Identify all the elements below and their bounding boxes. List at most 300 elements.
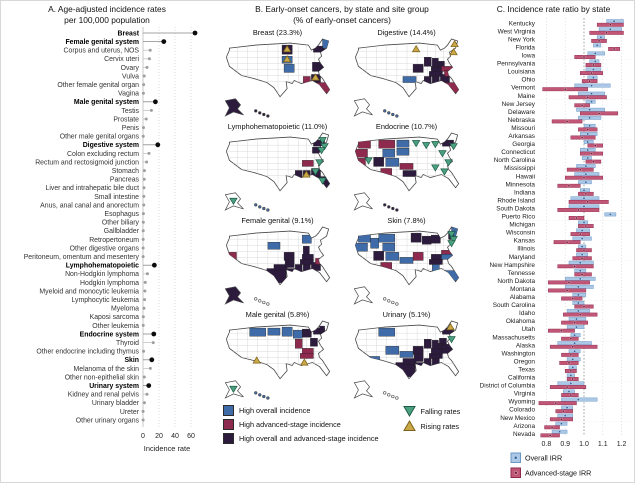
alaska-shape — [354, 99, 372, 116]
state-patch — [413, 64, 423, 72]
site-label: Corpus and uterus, NOS — [63, 47, 139, 55]
overall-irr-dot — [581, 237, 583, 239]
advanced-irr-dot — [583, 55, 585, 57]
advanced-irr-dot — [587, 128, 589, 130]
state-patch — [411, 233, 421, 242]
state-label: Pennsylvania — [496, 60, 535, 68]
site-dot — [149, 357, 154, 362]
state-patch — [295, 339, 302, 348]
state-label: New York — [508, 35, 535, 43]
site-label: Cervix uteri — [104, 56, 139, 64]
state-label: Kentucky — [508, 19, 535, 27]
legend-swatch-dot — [514, 471, 517, 474]
state-patch — [429, 259, 442, 264]
hawaii-island — [395, 209, 398, 212]
state-patch — [382, 243, 394, 251]
falling-rate-triangle — [449, 144, 456, 150]
overall-irr-dot — [583, 221, 585, 223]
overall-irr-dot — [588, 116, 590, 118]
hawaii-island — [262, 207, 265, 210]
us-map — [217, 132, 339, 213]
panel-b-title-line1: B. Early-onset cancers, by state and site group — [255, 4, 429, 14]
site-dot — [142, 315, 145, 318]
state-label: North Dakota — [497, 277, 535, 285]
state-patch — [402, 170, 415, 176]
state-patch — [293, 330, 302, 338]
overall-irr-dot — [566, 406, 568, 408]
overall-irr-dot — [560, 422, 562, 424]
hawaii-island — [254, 110, 257, 113]
alaska-shape — [225, 287, 243, 304]
state-patch — [302, 235, 311, 243]
advanced-irr-dot — [575, 216, 577, 218]
overall-irr-dot — [570, 374, 572, 376]
state-patch — [380, 168, 391, 178]
site-label: Female genital system — [65, 39, 139, 46]
site-dot — [143, 290, 146, 293]
site-label: Thyroid — [116, 340, 139, 347]
state-patch — [432, 76, 439, 85]
state-patch — [424, 76, 431, 85]
overall-irr-dot — [590, 92, 592, 94]
site-dot — [142, 126, 145, 129]
overall-irr-dot — [564, 414, 566, 416]
site-label: Male genital system — [73, 99, 139, 107]
state-patch — [287, 269, 296, 277]
state-patch — [441, 348, 453, 353]
site-dot — [144, 281, 147, 284]
state-label: District of Columbia — [479, 382, 535, 390]
state-patch — [322, 39, 329, 48]
advanced-irr-dot — [581, 257, 583, 259]
state-label: Virginia — [513, 390, 535, 398]
overall-irr-dot — [600, 36, 602, 38]
site-dot — [143, 401, 146, 404]
map-cell — [346, 122, 468, 213]
state-patch — [249, 328, 265, 336]
state-patch — [414, 354, 423, 361]
state-label: Nevada — [512, 430, 535, 438]
x-tick-label: 0.8 — [541, 440, 552, 448]
site-label: Vulva — [122, 73, 139, 81]
panel-b-title-line2: (% of early-onset cancers) — [293, 14, 391, 25]
legend-item — [223, 433, 379, 444]
overall-irr-dot — [590, 100, 592, 102]
overall-irr-dot — [577, 301, 579, 303]
map-cell — [217, 28, 339, 119]
state-patch — [444, 83, 458, 93]
site-dot — [145, 161, 148, 164]
site-label: Lymphohematopoietic — [65, 262, 139, 270]
advanced-irr-dot — [613, 47, 615, 49]
state-patch — [399, 257, 412, 263]
state-patch — [355, 243, 367, 251]
state-patch — [302, 329, 311, 337]
site-label: Small intestine — [94, 193, 139, 201]
state-patch — [355, 149, 367, 157]
map-title: Lymphohematopoietic (11.0%) — [227, 122, 328, 131]
state-patch — [303, 76, 310, 85]
advanced-irr-dot — [579, 313, 581, 315]
advanced-irr-dot — [585, 192, 587, 194]
state-patch — [378, 140, 394, 148]
advanced-irr-dot — [570, 337, 572, 339]
hawaii-island — [262, 395, 265, 398]
site-dot — [142, 255, 145, 258]
hawaii-island — [266, 209, 269, 212]
state-patch — [396, 148, 408, 155]
legend-item — [223, 405, 379, 416]
site-label: Non-Hodgkin lymphoma — [65, 271, 139, 279]
state-patch — [382, 149, 394, 157]
legend-item — [403, 405, 461, 417]
site-label: Stomach — [111, 168, 139, 175]
advanced-irr-dot — [560, 418, 562, 420]
x-tick-label: 1.0 — [579, 440, 589, 448]
state-label: Iowa — [521, 52, 535, 59]
hawaii-island — [266, 115, 269, 118]
state-patch — [424, 339, 431, 348]
site-dot — [142, 186, 145, 189]
state-patch — [373, 251, 383, 260]
site-label: Kaposi sarcoma — [89, 314, 139, 322]
site-label: Other digestive organs — [69, 245, 139, 253]
panel-a-title — [1, 4, 213, 25]
site-label: Other non-epithelial skin — [64, 374, 139, 382]
state-label: Oregon — [513, 357, 535, 365]
overall-irr-dot — [609, 213, 611, 215]
overall-irr-dot — [568, 390, 570, 392]
site-label: Other female genital organ — [57, 82, 139, 89]
advanced-irr-bar — [539, 401, 577, 404]
site-dot — [142, 410, 145, 413]
panel-a-title-line2: per 100,000 population — [64, 14, 150, 25]
state-label: Idaho — [519, 309, 535, 317]
advanced-irr-dot — [581, 104, 583, 106]
advanced-irr-dot — [551, 426, 553, 428]
advanced-irr-dot — [562, 410, 564, 412]
map-cell — [346, 28, 468, 119]
state-patch — [380, 262, 391, 272]
overall-irr-dot — [573, 342, 575, 344]
overall-irr-dot — [577, 309, 579, 311]
map-cell — [217, 216, 339, 307]
site-label: Gallbladder — [103, 228, 139, 236]
panel-c-irr — [471, 1, 635, 482]
legend-label: High overall and advanced-stage incidence — [239, 434, 379, 443]
hawaii-island — [387, 300, 390, 303]
map-cell — [346, 216, 468, 307]
advanced-irr-dot — [560, 329, 562, 331]
hawaii-island — [395, 397, 398, 400]
us-map — [346, 226, 468, 307]
state-label: Arizona — [513, 422, 535, 430]
site-label: Ovary — [120, 64, 139, 72]
state-label: Florida — [515, 43, 535, 51]
legend-item — [403, 420, 461, 432]
state-label: Mississippi — [504, 164, 535, 172]
hawaii-island — [391, 207, 394, 210]
state-label: Nebraska — [507, 116, 535, 124]
state-patch — [416, 363, 425, 371]
overall-irr-dot — [579, 277, 581, 279]
hawaii-island — [391, 301, 394, 304]
state-patch — [303, 246, 309, 254]
site-label: Pancreas — [109, 176, 139, 184]
state-patch — [378, 328, 394, 336]
site-label: Vagina — [118, 90, 139, 98]
blue-swatch-icon — [223, 405, 234, 416]
state-label: North Carolina — [493, 156, 535, 164]
site-label: Rectum and rectosigmoid junction — [35, 159, 139, 167]
site-dot — [155, 142, 160, 147]
hawaii-island — [395, 115, 398, 118]
site-dot — [149, 367, 152, 370]
site-dot — [142, 350, 145, 353]
overall-irr-dot — [583, 197, 585, 199]
advanced-irr-dot — [573, 265, 575, 267]
overall-irr-dot — [570, 382, 572, 384]
overall-irr-dot — [577, 398, 579, 400]
state-patch — [399, 351, 412, 357]
state-label: Puerto Rico — [501, 213, 535, 220]
state-label: Michigan — [509, 221, 535, 229]
state-patch — [370, 238, 378, 248]
legend-label: High overall incidence — [239, 406, 311, 415]
state-patch — [385, 346, 398, 354]
site-label: Peritoneum, omentum and mesentery — [23, 254, 139, 261]
hawaii-island — [387, 206, 390, 209]
site-dot — [149, 49, 152, 52]
incidence-dot-plot — [1, 25, 213, 457]
hawaii-island — [258, 394, 261, 397]
site-label: Prostate — [113, 116, 139, 124]
site-label: Myeloma — [111, 305, 139, 313]
overall-irr-dot — [581, 229, 583, 231]
state-label: Oklahoma — [505, 317, 535, 325]
state-patch — [295, 170, 302, 179]
maps-grid — [213, 28, 471, 401]
state-label: Rhode Island — [497, 196, 535, 204]
hawaii-island — [258, 206, 261, 209]
overall-irr-dot — [585, 181, 587, 183]
state-label: Missouri — [511, 124, 535, 132]
site-label: Retropertoneum — [89, 236, 139, 244]
x-axis-label: Incidence rate — [143, 444, 191, 453]
advanced-irr-dot — [568, 361, 570, 363]
overall-irr-dot — [613, 20, 615, 22]
map-title: Digestive (14.4%) — [377, 28, 436, 37]
hawaii-island — [391, 395, 394, 398]
site-dot — [142, 212, 145, 215]
overall-irr-dot — [587, 132, 589, 134]
state-patch — [285, 260, 294, 267]
state-patch — [432, 58, 438, 66]
advanced-irr-dot — [609, 23, 611, 25]
us-map — [346, 132, 468, 213]
overall-irr-dot — [596, 44, 598, 46]
site-dot — [142, 229, 145, 232]
advanced-irr-dot — [587, 96, 589, 98]
site-dot — [143, 169, 146, 172]
us-map — [346, 320, 468, 401]
advanced-irr-dot — [566, 289, 568, 291]
falling-rates-triangle-icon — [403, 405, 416, 417]
advanced-irr-dot — [592, 160, 594, 162]
state-label: Massachusetts — [492, 333, 535, 341]
state-label: Tennesse — [507, 269, 535, 277]
site-label: Other biliary — [101, 219, 139, 227]
advanced-irr-dot — [566, 241, 568, 243]
overall-irr-dot — [572, 366, 574, 368]
overall-irr-dot — [575, 325, 577, 327]
site-label: Kidney and renal pelvis — [67, 391, 139, 399]
advanced-irr-dot — [590, 152, 592, 154]
site-label: Esophagus — [104, 211, 139, 218]
state-label: Indiana — [514, 188, 535, 196]
state-patch — [312, 66, 324, 71]
state-label: Washington — [501, 349, 535, 357]
state-patch — [284, 252, 294, 260]
site-dot — [143, 298, 146, 301]
advanced-irr-dot — [564, 88, 566, 90]
map-legend-fills — [223, 405, 379, 444]
advanced-irr-dot — [594, 144, 596, 146]
site-dot — [152, 263, 157, 268]
us-map — [346, 38, 468, 119]
hawaii-island — [254, 298, 257, 301]
state-label: Vermont — [511, 84, 535, 92]
hawaii-island — [383, 298, 386, 301]
site-dot — [142, 92, 145, 95]
site-label: Ureter — [119, 408, 139, 416]
hawaii-island — [391, 113, 394, 116]
site-label: Other urinary organs — [75, 417, 139, 425]
advanced-irr-dot — [572, 297, 574, 299]
overall-irr-dot — [577, 293, 579, 295]
map-title: Endocrine (10.7%) — [375, 122, 438, 131]
legend-label: High advanced-stage incidence — [239, 420, 341, 429]
hawaii-island — [266, 397, 269, 400]
state-patch — [444, 271, 458, 281]
overall-irr-dot — [590, 84, 592, 86]
advanced-irr-dot — [583, 305, 585, 307]
site-label: Lymphocytic leukemia — [71, 297, 139, 304]
advanced-irr-dot — [572, 377, 574, 379]
site-label: Breast — [117, 30, 139, 38]
alaska-shape — [354, 193, 372, 210]
site-label: Urinary system — [89, 383, 139, 390]
site-dot — [146, 66, 149, 69]
hawaii-island — [383, 204, 386, 207]
state-label: Wisconsin — [505, 229, 535, 237]
maroon-swatch-icon — [223, 419, 234, 430]
x-tick-label: 60 — [187, 433, 195, 440]
overall-irr-dot — [575, 317, 577, 319]
hawaii-island — [262, 113, 265, 116]
site-dot — [142, 135, 145, 138]
advanced-irr-dot — [588, 80, 590, 82]
state-patch — [373, 157, 383, 166]
hawaii-island — [254, 204, 257, 207]
state-label: Alabama — [509, 293, 535, 301]
map-title: Skin (7.8%) — [387, 216, 426, 225]
state-label: Kansas — [513, 237, 535, 245]
site-dot — [143, 75, 146, 78]
map-cell — [346, 310, 468, 401]
hawaii-island — [395, 303, 398, 306]
state-label: Maryland — [508, 253, 535, 261]
panel-a-incidence-rates — [1, 1, 213, 482]
advanced-irr-dot — [587, 200, 589, 202]
state-label: Georgia — [512, 140, 535, 148]
hawaii-island — [262, 301, 265, 304]
state-patch — [385, 252, 398, 260]
legend-label: Advanced-stage IRR — [525, 468, 592, 478]
site-label: Other endocrine including thymus — [36, 348, 139, 356]
state-label: West Virginia — [497, 27, 535, 35]
x-tick-label: 1.2 — [616, 440, 627, 448]
hawaii-island — [258, 112, 261, 115]
x-tick-label: 0 — [141, 433, 145, 440]
x-tick-label: 0.9 — [560, 440, 571, 448]
overall-irr-dot — [572, 358, 574, 360]
advanced-irr-dot — [579, 168, 581, 170]
alaska-shape — [354, 381, 372, 398]
legend-label: Rising rates — [420, 421, 460, 431]
state-patch — [432, 340, 438, 348]
advanced-irr-dot — [583, 249, 585, 251]
state-patch — [310, 338, 317, 346]
state-label: Illinois — [517, 245, 535, 253]
overall-irr-dot — [577, 285, 579, 287]
advanced-irr-dot — [570, 369, 572, 371]
state-patch — [432, 264, 439, 273]
hawaii-island — [383, 110, 386, 113]
advanced-irr-dot — [590, 71, 592, 73]
advanced-irr-dot — [572, 345, 574, 347]
advanced-irr-dot — [566, 120, 568, 122]
state-label: Alaska — [515, 341, 535, 349]
site-dot — [193, 31, 198, 36]
advanced-irr-dot — [570, 353, 572, 355]
state-patch — [424, 358, 431, 367]
map-title: Urinary (5.1%) — [382, 310, 431, 319]
overall-irr-dot — [579, 261, 581, 263]
site-label: Endocrine system — [79, 331, 139, 339]
state-label: Minnesota — [505, 180, 535, 188]
site-label: Other leukemia — [92, 322, 139, 330]
state-patch — [378, 234, 394, 242]
state-label: Montana — [510, 285, 535, 293]
overall-irr-dot — [583, 205, 585, 207]
overall-irr-dot — [581, 253, 583, 255]
state-patch — [300, 353, 313, 358]
us-map — [217, 38, 339, 119]
state-patch — [413, 252, 423, 260]
overall-irr-dot — [587, 140, 589, 142]
site-label: Penis — [121, 125, 139, 132]
overall-irr-dot — [573, 350, 575, 352]
irr-interval-chart — [471, 15, 635, 483]
site-dot — [142, 419, 145, 422]
state-label: New Hampshire — [489, 261, 535, 269]
site-label: Hodgkin lymphoma — [80, 279, 139, 287]
site-dot — [146, 383, 151, 388]
overall-irr-dot — [581, 245, 583, 247]
state-patch — [282, 327, 292, 336]
alaska-shape — [225, 99, 243, 116]
